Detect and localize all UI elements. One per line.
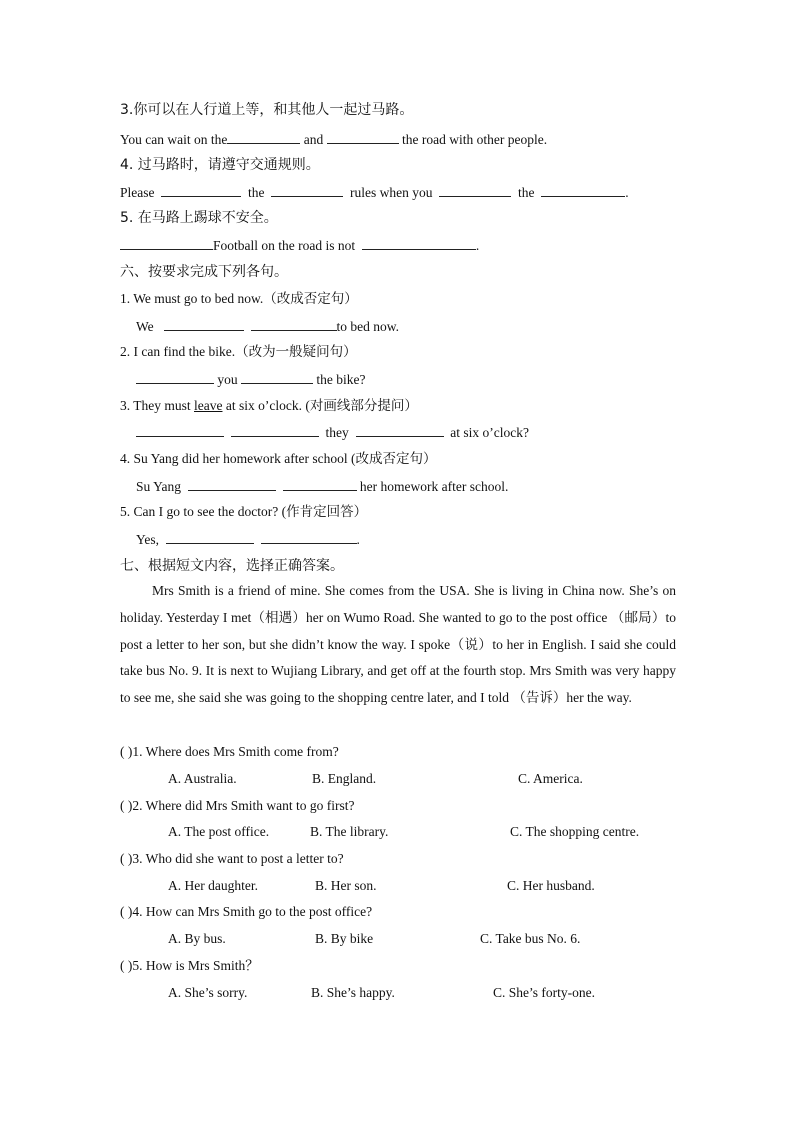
option-c: C. America.	[518, 771, 583, 786]
option-b: B. The library.	[310, 824, 389, 839]
s5-answer	[136, 529, 692, 550]
answer-blank[interactable]	[283, 476, 357, 491]
option-c: C. Her husband.	[507, 878, 595, 893]
s2-text-a: you	[217, 372, 238, 387]
q5-sentence	[120, 235, 676, 256]
option-a: A. By bus.	[168, 931, 226, 946]
answer-blank[interactable]	[362, 235, 476, 250]
answer-blank[interactable]	[251, 316, 337, 331]
q4-text-b: the	[248, 185, 265, 200]
s1-answer	[136, 316, 692, 337]
answer-blank[interactable]	[541, 182, 625, 197]
answer-blank[interactable]	[227, 129, 300, 144]
s1-text-a: We	[136, 319, 154, 334]
s3-text-d: at six o’clock?	[450, 425, 529, 440]
q4-text-a: Please	[120, 185, 155, 200]
option-a: A. She’s sorry.	[168, 985, 248, 1000]
answer-blank[interactable]	[231, 422, 319, 437]
question-row	[120, 902, 676, 922]
answer-blank[interactable]	[271, 182, 343, 197]
question-text: 2. Where did Mrs Smith want to go first?	[132, 798, 355, 813]
option-a: A. Australia.	[168, 771, 237, 786]
question-text: 4. How can Mrs Smith go to the post office?	[132, 904, 373, 919]
question-text: 3. Who did she want to post a letter to?	[132, 851, 344, 866]
answer-bracket[interactable]: ( )	[120, 958, 133, 973]
s2-text-b: the bike?	[316, 372, 366, 387]
answer-blank[interactable]	[136, 422, 224, 437]
answer-blank[interactable]	[241, 369, 313, 384]
q5-chinese: 5. 在马路上踢球不安全。	[120, 210, 278, 226]
answer-bracket[interactable]: ( )	[120, 904, 133, 919]
q3-chinese: 3.你可以在人行道上等，和其他人一起过马路。	[120, 102, 414, 118]
question-row	[120, 796, 676, 816]
answer-bracket[interactable]: ( )	[120, 744, 133, 759]
option-c: C. She’s forty-one.	[493, 985, 595, 1000]
s3-answer	[136, 422, 692, 443]
question-text: 5. How is Mrs Smith？	[132, 958, 259, 973]
answer-bracket[interactable]: ( )	[120, 851, 133, 866]
option-c: C. Take bus No. 6.	[480, 931, 581, 946]
answer-blank[interactable]	[136, 369, 214, 384]
answer-bracket[interactable]: ( )	[120, 798, 133, 813]
s2-prompt: 2. I can find the bike.（改为一般疑问句）	[120, 344, 357, 359]
answer-blank[interactable]	[120, 235, 213, 250]
answer-blank[interactable]	[261, 529, 357, 544]
s3-prompt	[120, 396, 676, 416]
question-row	[120, 956, 676, 976]
answer-blank[interactable]	[161, 182, 241, 197]
question-text: 1. Where does Mrs Smith come from?	[132, 744, 339, 759]
option-b: B. By bike	[315, 931, 374, 946]
answer-blank[interactable]	[188, 476, 276, 491]
s3-text-c: they	[325, 425, 349, 440]
s5-text-a: Yes,	[136, 532, 160, 547]
q4-text-c: rules when you	[350, 185, 433, 200]
option-c: C. The shopping centre.	[510, 824, 640, 839]
section-7-heading: 七、根据短文内容，选择正确答案。	[120, 558, 344, 574]
s1-text-b: to bed now.	[336, 319, 400, 334]
answer-blank[interactable]	[439, 182, 511, 197]
s3-text-b: at six o’clock. (对画线部分提问）	[225, 398, 418, 413]
reading-passage: Mrs Smith is a friend of mine. She comes from the USA. She is living in China now. She’s on holiday. Yesterday I met（相遇）her on Wumo Road. She wanted to go to the post office （邮局）to post a letter to her son, but she didn’t know the way. I spoke（说）to her in English. I said she could take bus No. 9. It is next to Wujiang Library, and get off at the fourth stop. Mrs Smith was very happy to see me, she said she was going to the shopping centre later, and I told （告诉）her the way.	[120, 583, 676, 706]
option-a: A. The post office.	[168, 824, 270, 839]
q4-chinese: 4. 过马路时，请遵守交通规则。	[120, 157, 320, 173]
q5-text-a: Football on the road is not	[213, 238, 356, 253]
section-6-heading: 六、按要求完成下列各句。	[120, 264, 288, 280]
answer-blank[interactable]	[164, 316, 244, 331]
s1-prompt: 1. We must go to bed now.（改成否定句）	[120, 291, 358, 306]
s4-text-b: her homework after school.	[359, 479, 509, 494]
s4-prompt: 4. Su Yang did her homework after school (改成否定句）	[120, 451, 437, 466]
option-b: B. Her son.	[315, 878, 377, 893]
s3-underlined-word: leave	[194, 398, 223, 413]
s4-answer	[136, 476, 692, 497]
q4-text-e: .	[625, 185, 629, 200]
option-b: B. She’s happy.	[311, 985, 395, 1000]
q3-sentence	[120, 129, 676, 150]
q3-text-a: You can wait on the	[120, 132, 228, 147]
question-row	[120, 742, 676, 762]
s2-answer	[136, 369, 692, 390]
q3-text-c: the road with other people.	[402, 132, 548, 147]
answer-blank[interactable]	[356, 422, 444, 437]
question-row	[120, 849, 676, 869]
q4-text-d: the	[517, 185, 535, 200]
answer-blank[interactable]	[327, 129, 399, 144]
option-b: B. England.	[312, 771, 377, 786]
option-a: A. Her daughter.	[168, 878, 258, 893]
q5-text-b: .	[475, 238, 480, 253]
s5-text-b: .	[356, 532, 360, 547]
q4-sentence	[120, 182, 676, 203]
s4-text-a: Su Yang	[136, 479, 182, 494]
s3-text-a: 3. They must	[120, 398, 191, 413]
s5-prompt: 5. Can I go to see the doctor? (作肯定回答）	[120, 504, 368, 519]
answer-blank[interactable]	[166, 529, 254, 544]
q3-text-b: and	[303, 132, 324, 147]
